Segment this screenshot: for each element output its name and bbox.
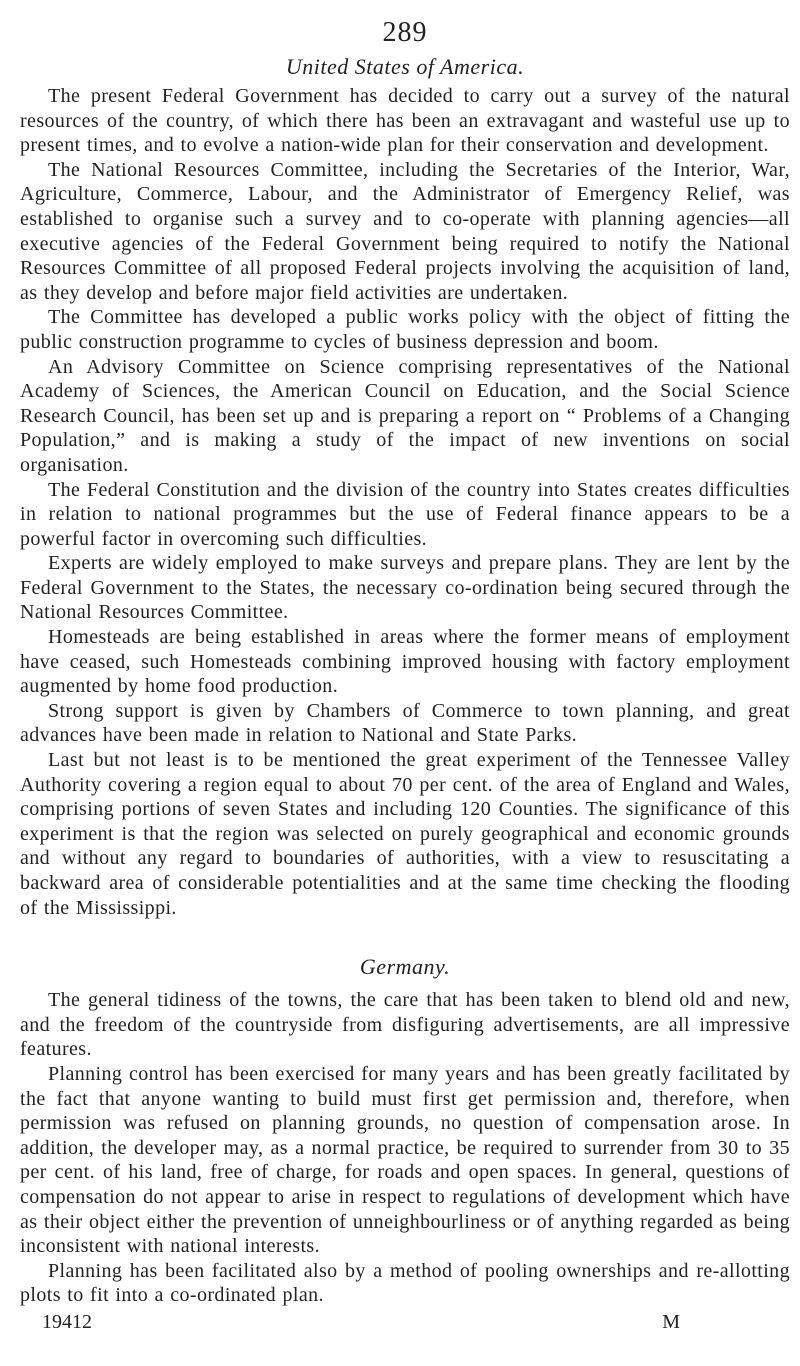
paragraph: Planning control has been exercised for many years and has been greatly facilitated by the fact that anyone wanting to build must first get permission and, therefore, when permission was refused on planning grounds, no question of compensation arose. In addition, the developer may, as a normal practice, be required to surrender from 30 to 35 per cent. of his land, free of charge, for roads and open spaces. In general, questions of compensation do not appear to arise in respect to regulations of development which have as their object either the prevention of unneighbourliness or of anything regarded as being inconsistent with national interests. bbox=[20, 1062, 790, 1258]
section-heading: Germany. bbox=[359, 954, 451, 980]
paragraph: The present Federal Government has decided to carry out a survey of the natural resources of the country, of which there has been an extravagant and wasteful use up to present times, and to evolve a nation-wide plan for their conservation and development. bbox=[20, 85, 790, 157]
section-heading: United States of America. bbox=[285, 54, 525, 79]
paragraph: The general tidiness of the towns, the care that has been taken to blend old and new, and the freedom of the countryside from disfiguring advertisements, are all impressive features. bbox=[20, 989, 790, 1061]
paragraph: Planning has been facilitated also by a method of pooling ownerships and re-allotting plots to fit into a co-ordinated plan. bbox=[20, 1259, 790, 1307]
section-united-states bbox=[20, 54, 790, 920]
paragraph: Strong support is given by Chambers of Commerce to town planning, and great advances have been made in relation to National and State Parks. bbox=[20, 699, 790, 747]
paragraph: Homesteads are being established in areas where the former means of employment have ceased, such Homesteads combining improved housing with factory employment augmented by home food production. bbox=[20, 626, 790, 698]
page-number: 289 bbox=[382, 18, 428, 48]
page-footer bbox=[20, 1310, 790, 1334]
paragraph: Experts are widely employed to make surveys and prepare plans. They are lent by the Federal Government to the States, the necessary co-ordination being secured through the National Resources Committee. bbox=[20, 552, 790, 624]
signature-mark: 19412 bbox=[42, 1310, 92, 1333]
paragraph: The Federal Constitution and the division of the country into States creates difficulties in relation to national programmes but the use of Federal finance appears to be a powerful factor in overcoming such difficulties. bbox=[20, 478, 790, 550]
gathering-letter: M bbox=[662, 1310, 680, 1333]
paragraph: The National Resources Committee, including the Secretaries of the Interior, War, Agriculture, Commerce, Labour, and the Administrator of Emergency Relief, was established to organise such a survey and to co-operate with planning agencies—all executive agencies of the Federal Government being required to notify the National Resources Committee of all proposed Federal projects involving the acquisition of land, as they develop and before major field activities are undertaken. bbox=[20, 158, 790, 304]
paragraph: An Advisory Committee on Science comprising representatives of the National Academy of Sciences, the American Council on Education, and the Social Science Research Council, has been set up and is preparing a report on “ Problems of a Changing Population,” and is making a study of the impact of new inventions on social organisation. bbox=[20, 355, 790, 476]
paragraph: Last but not least is to be mentioned the great experiment of the Tennessee Valley Authority covering a region equal to about 70 per cent. of the area of England and Wales, comprising portions of seven States and including 120 Counties. The significance of this experiment is that the region was selected on purely geographical and economic grounds and without any regard to boundaries of authorities, with a view to resuscitating a backward area of considerable potentialities and at the same time checking the flooding of the Mississippi. bbox=[20, 749, 790, 919]
document-page bbox=[20, 18, 790, 1348]
section-germany bbox=[20, 954, 790, 1308]
paragraph: The Committee has developed a public works policy with the object of fitting the public construction programme to cycles of business depression and boom. bbox=[20, 306, 790, 353]
